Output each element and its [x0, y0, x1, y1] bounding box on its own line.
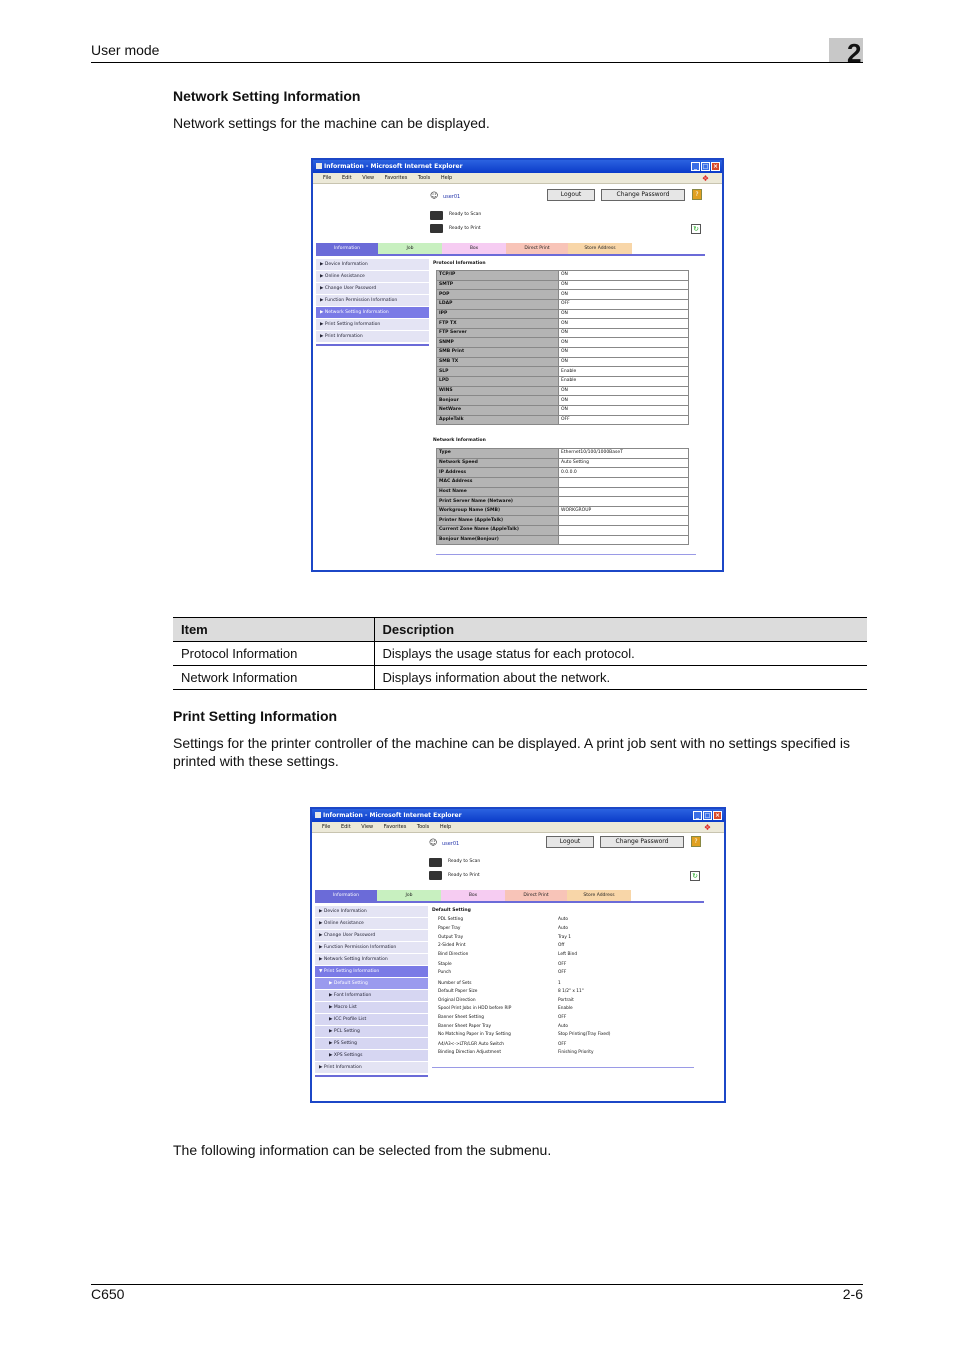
main-tabs [315, 890, 631, 901]
setting-value: ON [559, 386, 689, 396]
setting-name: Punch [438, 970, 452, 975]
setting-value: Auto [558, 1024, 568, 1029]
menu-file[interactable]: File [322, 824, 331, 830]
setting-name: Original Direction [438, 998, 476, 1003]
setting-value: Tray 1 [558, 935, 572, 940]
setting-name: Banner Sheet Setting [438, 1015, 484, 1020]
section-title-print: Print Setting Information [173, 708, 338, 724]
setting-value: ON [559, 357, 689, 367]
menu-edit[interactable]: Edit [341, 175, 352, 181]
sidebar-item-print-information[interactable]: ▶ Print Information [316, 331, 429, 343]
sidebar-item-online-assistance[interactable]: ▶ Online Assistance [315, 918, 428, 930]
setting-value: OFF [559, 299, 689, 309]
close-icon[interactable]: × [712, 163, 719, 170]
setting-name: Default Paper Size [438, 989, 478, 994]
sidebar-subitem-xps-settings[interactable]: ▶ XPS Settings [315, 1050, 428, 1062]
table-row [437, 328, 689, 338]
windows-logo-icon: ❖ [703, 823, 711, 832]
menu-bar [313, 173, 722, 184]
table-row [437, 506, 689, 516]
menu-edit[interactable]: Edit [340, 824, 351, 830]
section-intro-network: Network settings for the machine can be displayed. [173, 115, 490, 131]
setting-value: Off [558, 943, 565, 948]
setting-value: ON [559, 328, 689, 338]
setting-value: Finishing Priority [558, 1050, 594, 1055]
setting-value: Enable [559, 377, 689, 387]
user-area [429, 838, 459, 847]
scan-status: Ready to Scan [449, 212, 482, 217]
table-row [437, 367, 689, 377]
menu-file[interactable]: File [323, 175, 332, 181]
setting-name: A4/A3<->LTR/LGR Auto Switch [438, 1042, 505, 1047]
sidebar-nav [316, 259, 429, 346]
sidebar-item-print-information[interactable]: ▶ Print Information [315, 1062, 428, 1074]
header-rule [91, 62, 863, 63]
sidebar-subitem-font-information[interactable]: ▶ Font Information [315, 990, 428, 1002]
setting-name: SMTP [437, 280, 559, 290]
refresh-icon[interactable]: ↻ [691, 224, 701, 234]
menu-tools[interactable]: Tools [416, 824, 430, 830]
menu-view[interactable]: View [361, 824, 374, 830]
setting-value: OFF [558, 1015, 567, 1020]
menu-help[interactable]: Help [439, 824, 452, 830]
setting-value [559, 487, 689, 497]
setting-name: Host Name [437, 487, 559, 497]
setting-value: Stop Printing(Tray Fixed) [558, 1032, 611, 1037]
change-password-button[interactable]: Change Password [600, 836, 684, 848]
table-row [437, 290, 689, 300]
content-end-rule [432, 1067, 694, 1068]
table-row [437, 338, 689, 348]
column-header-description: Description [374, 618, 867, 642]
content-end-rule [436, 554, 696, 555]
help-icon[interactable]: ? [692, 189, 702, 200]
setting-value: Auto [558, 926, 568, 931]
table-row [437, 357, 689, 367]
setting-value: 0.0.0.0 [559, 468, 689, 478]
table-row [437, 299, 689, 309]
sidebar-bottom-rule [315, 1075, 428, 1077]
sidebar-item-print-setting[interactable]: ▼ Print Setting Information [315, 966, 428, 978]
setting-name: Output Tray [438, 935, 464, 940]
menu-bar [312, 822, 724, 833]
setting-value: ON [559, 348, 689, 358]
change-password-button[interactable]: Change Password [601, 189, 685, 201]
tab-store-address[interactable]: Store Address [568, 243, 632, 254]
setting-name: SLP [437, 367, 559, 377]
setting-value: Auto Setting [559, 458, 689, 468]
menu-view[interactable]: View [362, 175, 375, 181]
table-row [437, 386, 689, 396]
column-header-item: Item [173, 618, 374, 642]
table-cell-item: Network Information [173, 666, 374, 690]
setting-name: 2-Sided Print [438, 943, 466, 948]
setting-name: Type [437, 449, 559, 459]
table-cell-description: Displays information about the network. [374, 666, 867, 690]
tab-box[interactable]: Box [441, 890, 505, 901]
setting-name: Network Speed [437, 458, 559, 468]
tab-underline [315, 901, 704, 903]
sidebar-item-change-user-password[interactable]: ▶ Change User Password [316, 283, 429, 295]
setting-value: ON [559, 338, 689, 348]
setting-name: SMB TX [437, 357, 559, 367]
table-row [437, 348, 689, 358]
user-icon: ☺ [430, 191, 439, 200]
user-name: user01 [441, 841, 460, 847]
table-row [437, 405, 689, 415]
minimize-icon[interactable]: _ [691, 162, 700, 171]
setting-name: No Matching Paper in Tray Setting [438, 1032, 511, 1037]
logout-button[interactable]: Logout [546, 836, 594, 848]
setting-value: ON [559, 319, 689, 329]
setting-name: IP Address [437, 468, 559, 478]
tab-job[interactable]: Job [378, 243, 442, 254]
setting-name: Workgroup Name (SMB) [437, 506, 559, 516]
setting-value: ON [559, 271, 689, 281]
menu-favorites[interactable]: Favorites [384, 175, 408, 181]
table-row [437, 526, 689, 536]
setting-name: Bonjour Name(Bonjour) [437, 535, 559, 545]
logout-button[interactable]: Logout [547, 189, 595, 201]
table-row [437, 319, 689, 329]
setting-name: SNMP [437, 338, 559, 348]
setting-value [559, 477, 689, 487]
table-row [437, 487, 689, 497]
scanner-icon [429, 858, 442, 867]
windows-logo-icon: ❖ [701, 174, 709, 183]
setting-value: Enable [558, 1006, 573, 1011]
sidebar-subitem-macro-list[interactable]: ▶ Macro List [315, 1002, 428, 1014]
setting-value: ON [559, 280, 689, 290]
table-row [173, 666, 867, 690]
default-setting-title: Default Setting [432, 908, 471, 913]
setting-value [559, 526, 689, 536]
help-icon[interactable]: ? [691, 836, 701, 847]
setting-value: ON [559, 405, 689, 415]
table-row [437, 449, 689, 459]
window-titlebar [313, 160, 722, 173]
sidebar-subitem-icc-profile-list[interactable]: ▶ ICC Profile List [315, 1014, 428, 1026]
setting-name: Staple [438, 962, 452, 967]
tab-job[interactable]: Job [377, 890, 441, 901]
table-row [173, 642, 867, 666]
setting-name: MAC Address [437, 477, 559, 487]
table-row [437, 280, 689, 290]
footer-rule [91, 1284, 863, 1285]
table-row [437, 477, 689, 487]
setting-value: Auto [558, 917, 568, 922]
table-cell-description: Displays the usage status for each protocol. [374, 642, 867, 666]
setting-name: Spool Print Jobs in HDD before RIP [438, 1006, 512, 1011]
footer-model: C650 [91, 1286, 125, 1302]
tab-box[interactable]: Box [442, 243, 506, 254]
table-row [437, 271, 689, 281]
sidebar-item-function-permission[interactable]: ▶ Function Permission Information [316, 295, 429, 307]
sidebar-item-print-setting[interactable]: ▶ Print Setting Information [316, 319, 429, 331]
sidebar-item-online-assistance[interactable]: ▶ Online Assistance [316, 271, 429, 283]
browser-screenshot-network [311, 158, 724, 572]
setting-value [559, 516, 689, 526]
table-row [437, 309, 689, 319]
sidebar-subitem-default-setting[interactable]: ▶ Default Setting [315, 978, 428, 990]
section-title-network: Network Setting Information [173, 88, 361, 104]
network-section-title: Network Information [433, 438, 486, 443]
sidebar-item-function-permission[interactable]: ▶ Function Permission Information [315, 942, 428, 954]
setting-name: WINS [437, 386, 559, 396]
setting-value: OFF [558, 1042, 567, 1047]
setting-value: Enable [559, 367, 689, 377]
setting-name: FTP TX [437, 319, 559, 329]
tab-store-address[interactable]: Store Address [567, 890, 631, 901]
setting-name: POP [437, 290, 559, 300]
scanner-icon [430, 211, 443, 220]
network-table [436, 448, 689, 545]
close-icon[interactable]: × [714, 812, 721, 819]
setting-name: LPD [437, 377, 559, 387]
printer-icon [429, 871, 442, 880]
printer-icon [430, 224, 443, 233]
section-intro-print: Settings for the printer controller of the machine can be displayed. A print job sent with no settings specified is printed with these settings. [173, 735, 851, 769]
setting-name: Print Server Name (Netware) [437, 497, 559, 507]
tab-direct-print[interactable]: Direct Print [505, 890, 567, 901]
closing-paragraph: The following information can be selected from the submenu. [173, 1142, 552, 1158]
footer-page-number: 2-6 [842, 1286, 863, 1302]
table-row [437, 497, 689, 507]
window-title: Information - Microsoft Internet Explorer [324, 163, 463, 170]
window-titlebar [312, 809, 724, 822]
table-row [437, 516, 689, 526]
setting-name: AppleTalk [437, 415, 559, 425]
table-row [437, 468, 689, 478]
chapter-number: 2 [847, 38, 862, 68]
user-icon: ☺ [429, 838, 438, 847]
maximize-icon[interactable]: □ [702, 163, 709, 170]
browser-screenshot-print [310, 807, 726, 1103]
menu-tools[interactable]: Tools [417, 175, 431, 181]
scan-status: Ready to Scan [448, 859, 481, 864]
setting-value: Left Bind [558, 952, 578, 957]
user-name: user01 [442, 194, 461, 200]
ie-icon [315, 812, 321, 818]
setting-name: NetWare [437, 405, 559, 415]
setting-value: 8 1/2" x 11" [558, 989, 584, 994]
setting-value: ON [559, 290, 689, 300]
setting-name: IPP [437, 309, 559, 319]
main-tabs [316, 243, 632, 254]
refresh-icon[interactable]: ↻ [690, 871, 700, 881]
setting-name: SMB Print [437, 348, 559, 358]
setting-value: OFF [558, 970, 567, 975]
tab-underline [316, 254, 705, 256]
protocol-table [436, 270, 689, 425]
running-header: User mode [91, 42, 160, 58]
setting-value: OFF [558, 962, 567, 967]
menu-help[interactable]: Help [440, 175, 453, 181]
setting-value: OFF [559, 415, 689, 425]
setting-name: Paper Tray [438, 926, 461, 931]
setting-name: Banner Sheet Paper Tray [438, 1024, 492, 1029]
setting-name: PDL Setting [438, 917, 464, 922]
table-row [437, 458, 689, 468]
setting-name: Bonjour [437, 396, 559, 406]
setting-name: LDAP [437, 299, 559, 309]
minimize-icon[interactable]: _ [693, 811, 702, 820]
ie-icon [316, 163, 322, 169]
setting-name: FTP Server [437, 328, 559, 338]
window-title: Information - Microsoft Internet Explorer [323, 812, 462, 819]
setting-name: Bind Direction [438, 952, 469, 957]
protocol-section-title: Protocol Information [433, 261, 486, 266]
maximize-icon[interactable]: □ [704, 812, 711, 819]
tab-direct-print[interactable]: Direct Print [506, 243, 568, 254]
sidebar-item-network-setting[interactable]: ▶ Network Setting Information [315, 954, 428, 966]
setting-value: ON [559, 396, 689, 406]
table-cell-item: Protocol Information [173, 642, 374, 666]
menu-favorites[interactable]: Favorites [383, 824, 407, 830]
sidebar-item-network-setting[interactable]: ▶ Network Setting Information [316, 307, 429, 319]
tab-information[interactable]: Information [315, 890, 377, 901]
sidebar-bottom-rule [316, 344, 429, 346]
item-description-table [173, 617, 867, 690]
sidebar-subitem-pcl-setting[interactable]: ▶ PCL Setting [315, 1026, 428, 1038]
print-status: Ready to Print [448, 873, 480, 878]
table-row [437, 535, 689, 545]
sidebar-item-device-information[interactable]: ▶ Device Information [315, 906, 428, 918]
setting-value: ON [559, 309, 689, 319]
setting-value: Ethernet10/100/1000BaseT [559, 449, 689, 459]
sidebar-nav [315, 906, 428, 1077]
table-row [437, 396, 689, 406]
sidebar-subitem-ps-setting[interactable]: ▶ PS Setting [315, 1038, 428, 1050]
tab-information[interactable]: Information [316, 243, 378, 254]
sidebar-item-device-information[interactable]: ▶ Device Information [316, 259, 429, 271]
setting-value: Portrait [558, 998, 574, 1003]
sidebar-item-change-user-password[interactable]: ▶ Change User Password [315, 930, 428, 942]
setting-name: Binding Direction Adjustment [438, 1050, 502, 1055]
setting-value [559, 497, 689, 507]
table-row [437, 415, 689, 425]
user-area [430, 191, 460, 200]
setting-name: Number of Sets [438, 981, 472, 986]
setting-name: Printer Name (AppleTalk) [437, 516, 559, 526]
print-status: Ready to Print [449, 226, 481, 231]
setting-value: 1 [558, 981, 561, 986]
setting-name: Current Zone Name (AppleTalk) [437, 526, 559, 536]
table-row [437, 377, 689, 387]
setting-value [559, 535, 689, 545]
setting-name: TCP/IP [437, 271, 559, 281]
setting-value: WORKGROUP [559, 506, 689, 516]
